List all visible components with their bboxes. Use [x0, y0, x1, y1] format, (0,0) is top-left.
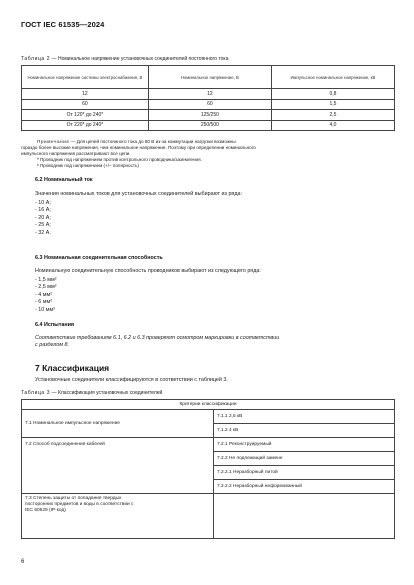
table3-caption-text: — Классификация установочных соединителей: [51, 390, 163, 396]
table-header-row: [22, 400, 395, 410]
table2-note: [21, 139, 395, 169]
connecting-capacity-list: [35, 277, 57, 314]
table-cell: 7.1 Номинальное импульсное напряжение: [22, 410, 214, 438]
table-cell: 7.2.1 Реконструируемый: [214, 438, 395, 452]
list-item: - 2,5 мм²: [35, 284, 57, 291]
list-item: - 10 А;: [35, 200, 51, 206]
table-cell: 7.1.1 2,5 кВ: [214, 410, 395, 424]
column-header: Критерии классификации: [22, 400, 395, 410]
column-header: Номинальное напряжение, В: [148, 66, 271, 89]
note-label: Примечание: [37, 139, 70, 144]
table2-caption: [21, 56, 229, 62]
cell-line: посторонних предметов и воды в соответствии с: [25, 502, 134, 507]
section-6-3-intro: Номинальную соединительную способность проводников выбирают из следующего ряда:: [35, 268, 261, 274]
column-header: Номинальное напряжение системы электроснабжения, В: [22, 66, 149, 89]
rated-current-list: [35, 200, 51, 237]
table2-caption-label: Таблица 2: [21, 56, 51, 62]
note-line: импульсного напряжения рассматривают все цепи.: [21, 151, 131, 156]
table-cell: 2,5: [271, 110, 394, 121]
section-6-2-intro: Значения номинальных токов для установочных соединителей выбирают из ряда:: [35, 191, 242, 197]
clause-7-title: 7 Классификация: [35, 363, 110, 373]
list-item: - 16 А;: [35, 207, 51, 214]
table3-caption-label: Таблица 3: [21, 390, 51, 396]
table-cell: 60: [22, 99, 149, 110]
note-line: — Для цепей постоянного тока до 60 В из-за коммутации нагрузки возможны: [70, 139, 236, 144]
list-item: - 20 А;: [35, 214, 51, 221]
table-cell: От 220* до 240*: [22, 120, 149, 131]
section-6-3-title: 6.3 Номинальная соединительная способность: [35, 255, 163, 261]
table-cell: [214, 494, 395, 539]
table-cell: 60: [148, 99, 271, 110]
footnote-b: ᵇ Проводник под напряжением (+/– полярность): [37, 163, 139, 168]
table-row: [22, 99, 395, 110]
list-item: - 1,5 мм²: [35, 277, 57, 283]
table-cell: 250/500: [148, 120, 271, 131]
table-row: [22, 110, 395, 121]
table-cell: 7.2 Способ подсоединения кабелей: [22, 438, 214, 494]
document-header: ГОСТ IEC 61535—2024: [21, 20, 105, 29]
clause-7-intro: Установочные соединители классифицируются в соответствии с таблицей 3.: [35, 377, 228, 383]
table-cell: 7.2.2 Не подлежащий замене: [214, 452, 395, 466]
list-item: - 10 мм²: [35, 306, 55, 313]
table3-caption: [21, 390, 162, 396]
table-header-row: [22, 66, 395, 89]
note-line: гораздо более высокие напряжения, чем номинальное напряжение. Поэтому при определении номинального: [21, 145, 256, 150]
table-cell: 7.1.2 4 кВ: [214, 424, 395, 438]
table-cell: 4,0: [271, 120, 394, 131]
table-cell: От 120* до 240*: [22, 110, 149, 121]
table-cell: 125/250: [148, 110, 271, 121]
table-row: [22, 120, 395, 131]
list-item: - 32 А.: [35, 229, 51, 236]
table-cell: 1,5: [271, 99, 394, 110]
cell-line: 7.3 Степень защиты от попадания твердых: [25, 496, 122, 501]
table-classification: [21, 399, 395, 539]
cell-line: IEC 60529 (IP-код): [25, 508, 66, 513]
list-item: - 4 мм²: [35, 291, 52, 298]
table-cell: 0,8: [271, 89, 394, 100]
table-row: [22, 438, 395, 452]
section-6-4-text: [35, 335, 395, 349]
section-6-2-title: 6.2 Номинальный ток: [35, 177, 93, 183]
list-item: - 6 мм²: [35, 299, 52, 306]
page-number: 6: [21, 559, 25, 565]
table-rated-voltage: [21, 65, 395, 131]
table-cell: 12: [148, 89, 271, 100]
table-row: [22, 494, 395, 539]
text-line: Соответствие требованиям 6.1, 6.2 и 6.3 проверяют осмотром маркировки в соответствии: [35, 335, 280, 341]
table-cell: 7.2.2.1 Неразборный литой: [214, 466, 395, 480]
footnote-a: ª Проводник под напряжением против контрольного проводника/заземления.: [37, 157, 202, 162]
table-cell: [22, 494, 214, 539]
section-6-4-title: 6.4 Испытания: [35, 322, 75, 328]
table-row: [22, 410, 395, 424]
table-cell: 7.2.2.2 Неразборный неформованный: [214, 480, 395, 494]
list-item: - 25 А;: [35, 222, 51, 229]
table-cell: 12: [22, 89, 149, 100]
column-header: Импульсное номинальное напряжение, кВ: [271, 66, 394, 89]
table-row: [22, 89, 395, 100]
text-line: с разделом 8.: [35, 342, 70, 348]
table2-caption-text: — Номинальное напряжение установочных соединителей постоянного тока: [51, 56, 229, 62]
